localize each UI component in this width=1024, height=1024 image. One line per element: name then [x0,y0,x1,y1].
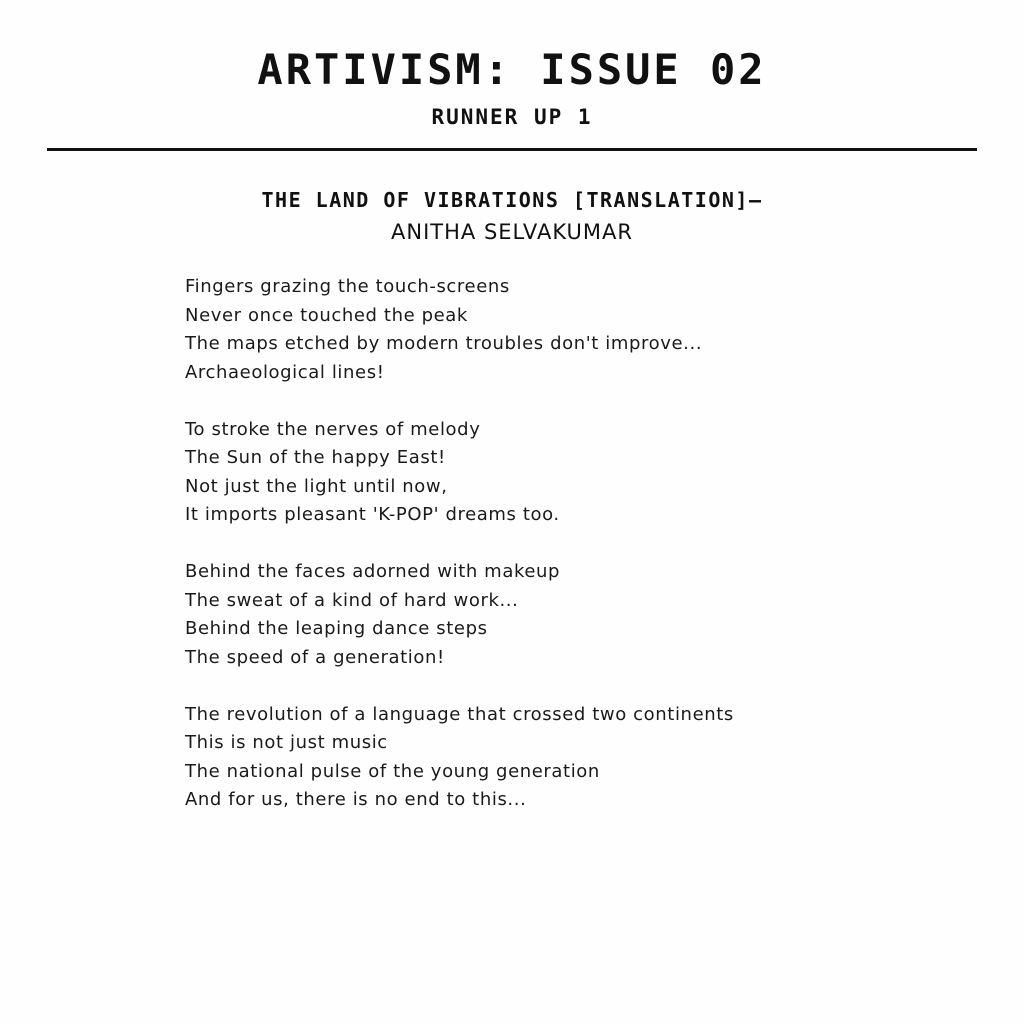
poem-line: The maps etched by modern troubles don't improve... [185,333,703,354]
poem-line: And for us, there is no end to this... [185,789,527,810]
stanza-2 [185,416,945,530]
poem-line: This is not just music [185,732,388,753]
poem-title: THE LAND OF VIBRATIONS [TRANSLATION]— [261,188,763,212]
poem-line: To stroke the nerves of melody [185,418,481,440]
poem-line: Behind the leaping dance steps [185,618,488,639]
award-subtitle: RUNNER UP 1 [431,105,593,129]
header-divider [47,148,977,151]
poem-line: Archaeological lines! [185,361,385,383]
poem-line: The Sun of the happy East! [185,447,446,468]
poem-body [185,273,945,843]
page-header [0,46,1024,130]
poem-line: The sweat of a kind of hard work... [185,589,519,611]
poem-line: Fingers grazing the touch-screens [185,276,510,297]
poem-line: Never once touched the peak [185,304,468,326]
issue-title: ARTIVISM: ISSUE 02 [257,45,767,94]
poem-line: Not just the light until now, [185,475,448,497]
poem-author: ANITHA SELVAKUMAR [391,220,633,244]
stanza-3 [185,558,945,672]
stanza-4 [185,701,945,815]
stanza-1 [185,273,945,387]
poem-line: The speed of a generation! [185,646,445,668]
poem-line: It imports pleasant 'K-POP' dreams too. [185,504,560,525]
poem-line: Behind the faces adorned with makeup [185,561,561,582]
poem-header [0,186,1024,247]
poem-line: The revolution of a language that crossed two continents [185,703,734,725]
poem-line: The national pulse of the young generation [185,760,600,782]
